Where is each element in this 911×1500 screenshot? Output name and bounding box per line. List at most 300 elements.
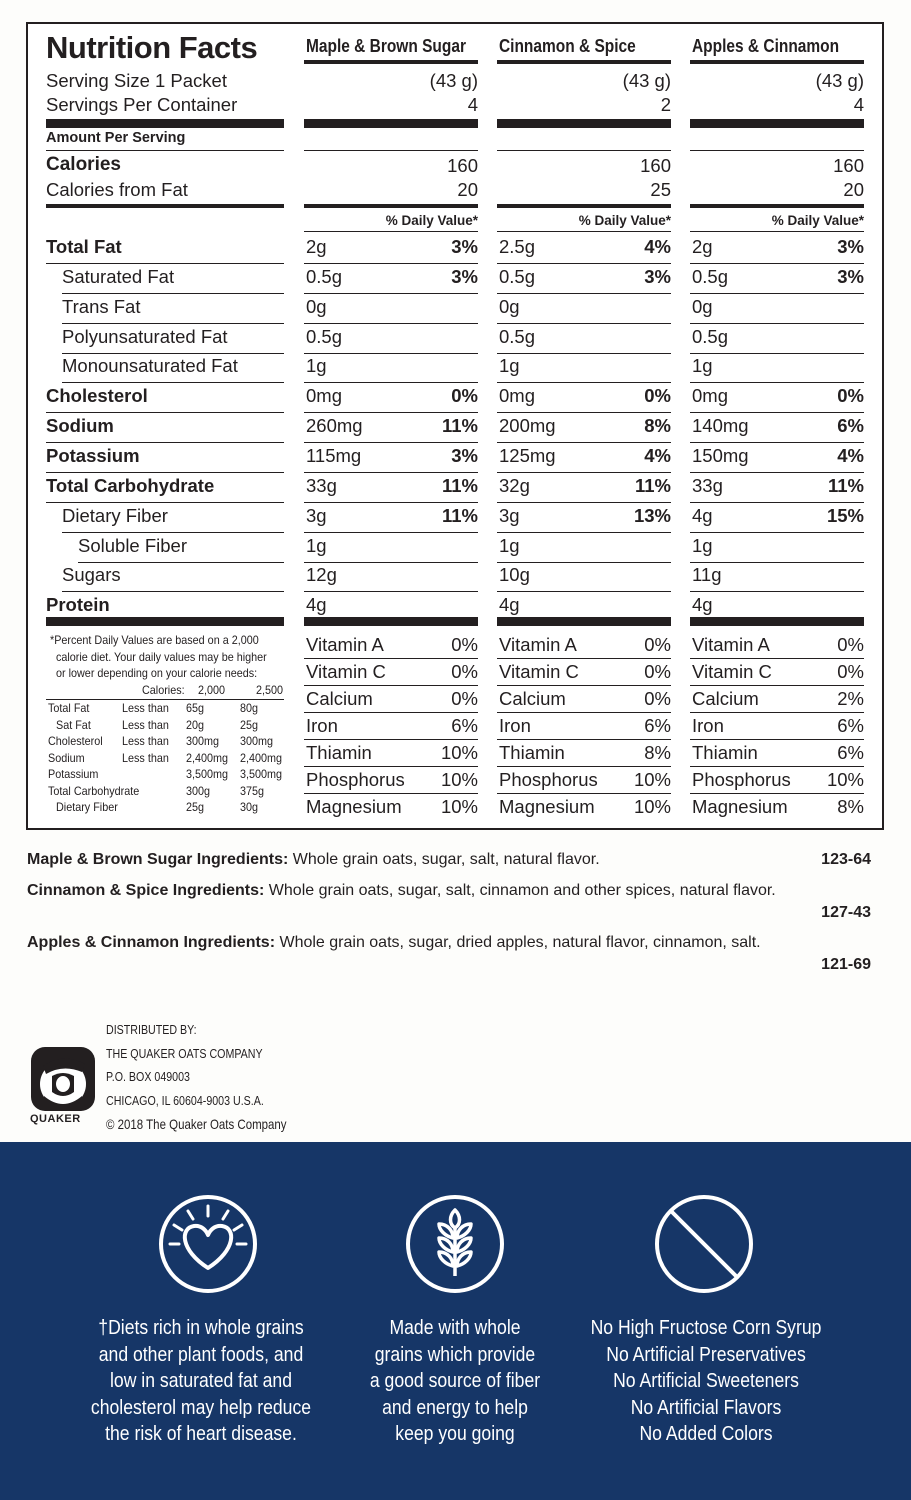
- rule: [497, 685, 671, 686]
- serving-size-value: (43 g): [429, 70, 478, 91]
- vitamin-value: 6%: [837, 715, 864, 736]
- calories-value: 160: [447, 155, 478, 176]
- rule: [62, 591, 284, 592]
- rule: [690, 442, 864, 443]
- vitamin-name: Magnesium: [692, 796, 788, 817]
- rule: [304, 712, 478, 713]
- vitamin-name: Vitamin C: [306, 661, 386, 682]
- nutrient-amount: 10g: [499, 564, 530, 586]
- footnote-line: or lower depending on your calorie needs:: [56, 666, 258, 680]
- rule: [304, 382, 478, 383]
- rule: [497, 793, 671, 794]
- vitamin-name: Iron: [692, 715, 724, 736]
- rule: [497, 472, 671, 473]
- nutrient-daily-value: 3%: [837, 265, 864, 287]
- servings-per-container-label: Servings Per Container: [46, 94, 238, 115]
- rule: [690, 382, 864, 383]
- vitamin-name: Calcium: [306, 688, 373, 709]
- vitamin-value: 6%: [644, 715, 671, 736]
- nutrient-row-label: Sodium: [46, 415, 114, 437]
- vitamin-value: 0%: [451, 634, 478, 655]
- dv-table-cell: Less than: [122, 734, 169, 748]
- rule: [304, 263, 478, 264]
- rule: [690, 658, 864, 659]
- rule: [690, 263, 864, 264]
- ingredients-label: Maple & Brown Sugar Ingredients:: [27, 851, 289, 868]
- rule: [690, 562, 864, 563]
- nutrient-row-label: Trans Fat: [62, 295, 141, 317]
- vitamin-name: Vitamin A: [306, 634, 384, 655]
- dv-table-cell: 300mg: [240, 734, 274, 748]
- dv-table-cell: 2,400mg: [240, 750, 283, 765]
- rule: [690, 685, 864, 686]
- nutrient-amount: 0mg: [306, 385, 342, 407]
- product-name: Cinnamon & Spice: [499, 36, 636, 56]
- ingredients-text: Whole grain oats, sugar, dried apples, natural flavor, cinnamon, salt.: [275, 934, 761, 951]
- dv-table-cell: Less than: [122, 701, 169, 715]
- footnote-line: *Percent Daily Values are based on a 2,000: [50, 633, 259, 647]
- dv-table-cell: Less than: [122, 717, 169, 732]
- rule: [46, 442, 284, 443]
- daily-value-header: % Daily Value*: [578, 213, 671, 228]
- nutrient-daily-value: 3%: [451, 444, 478, 466]
- rule: [497, 502, 671, 503]
- heart-icon: [158, 1194, 258, 1294]
- claim-line: No Added Colors: [639, 1423, 773, 1445]
- vitamin-name: Thiamin: [306, 742, 372, 763]
- nutrient-daily-value: 11%: [441, 504, 478, 526]
- daily-value-header: % Daily Value*: [385, 213, 478, 228]
- dv-table-cell: 3,500mg: [186, 767, 229, 781]
- claim-line: No High Fructose Corn Syrup: [590, 1317, 822, 1339]
- nutrient-daily-value: 4%: [644, 236, 671, 257]
- dv-table-cell: Potassium: [48, 767, 99, 781]
- vitamin-value: 6%: [451, 715, 478, 736]
- product-top-bar: [690, 119, 864, 128]
- claim-line: cholesterol may help reduce: [90, 1396, 312, 1419]
- claim-line: †Diets rich in whole grains: [98, 1317, 304, 1339]
- distributor-line: THE QUAKER OATS COMPANY: [106, 1045, 263, 1061]
- ingredients-line: [27, 851, 600, 869]
- rule: [690, 353, 864, 354]
- rule: [497, 412, 671, 413]
- dv-table-cell: 65g: [186, 701, 205, 715]
- rule: [690, 412, 864, 413]
- nutrient-daily-value: 3%: [644, 265, 671, 287]
- rule: [497, 532, 671, 533]
- claim-line: and energy to help: [382, 1396, 528, 1419]
- vitamin-value: 8%: [644, 742, 671, 763]
- claim-line: grains which provide: [374, 1343, 536, 1366]
- product-header-bar: [497, 60, 671, 64]
- nutrient-daily-value: 11%: [441, 474, 478, 496]
- nutrient-daily-value: 13%: [633, 504, 671, 526]
- vitamin-value: 10%: [440, 796, 478, 817]
- serving-size-value: (43 g): [815, 70, 864, 91]
- dv-table-cell: Cholesterol: [48, 734, 103, 748]
- nutrient-row-label: Monounsaturated Fat: [62, 355, 238, 377]
- vitamin-name: Magnesium: [306, 796, 402, 817]
- vitamin-name: Calcium: [499, 688, 566, 709]
- claim-line: Made with whole: [389, 1317, 521, 1339]
- nutrient-amount: 2.5g: [499, 236, 536, 257]
- rule: [46, 502, 284, 503]
- product-code: 121-69: [821, 956, 871, 973]
- rule: [304, 739, 478, 740]
- rule: [304, 150, 478, 151]
- nutrient-amount: 0.5g: [499, 265, 536, 287]
- calories-from-fat-value: 20: [843, 179, 864, 200]
- nutrient-amount: 200mg: [499, 415, 556, 437]
- claim-line: a good source of fiber: [369, 1370, 541, 1392]
- wheat-icon: [405, 1194, 505, 1294]
- rule: [497, 766, 671, 767]
- servings-per-container-value: 2: [660, 94, 671, 115]
- rule: [304, 231, 478, 232]
- product-code: 123-64: [821, 851, 871, 868]
- rule: [62, 293, 284, 294]
- rule: [46, 263, 284, 264]
- vitamin-name: Thiamin: [499, 742, 565, 763]
- nutrient-amount: 0.5g: [692, 265, 729, 287]
- nutrient-amount: 4g: [692, 504, 713, 526]
- product-top-bar: [497, 119, 671, 128]
- vitamin-name: Phosphorus: [306, 769, 405, 790]
- rule: [304, 442, 478, 443]
- rule: [497, 150, 671, 151]
- nutrient-daily-value: 3%: [451, 236, 478, 257]
- dv-table-cell: 300g: [186, 783, 211, 798]
- nutrient-amount: 1g: [499, 534, 520, 556]
- dv-table-header: Calories:: [142, 683, 185, 697]
- dv-table-header: 2,500: [256, 683, 284, 697]
- nutrient-amount: 0.5g: [692, 325, 729, 347]
- rule: [690, 150, 864, 151]
- rule: [304, 532, 478, 533]
- rule: [497, 712, 671, 713]
- vitamin-name: Vitamin C: [499, 661, 579, 682]
- product-header-bar: [304, 60, 478, 64]
- nutrient-daily-value: 11%: [634, 474, 671, 496]
- panel-title: Nutrition Facts: [46, 30, 258, 65]
- nutrient-amount: 3g: [306, 504, 327, 526]
- nutrient-amount: 33g: [692, 474, 723, 496]
- rule: [62, 323, 284, 324]
- claim-line: and other plant foods, and: [98, 1343, 304, 1366]
- distributor-line: DISTRIBUTED BY:: [106, 1022, 197, 1037]
- nutrient-row-label: Total Fat: [46, 236, 122, 257]
- product-mid-bar: [497, 204, 671, 208]
- product-mid-bar: [690, 204, 864, 208]
- serving-size-value: (43 g): [622, 70, 671, 91]
- dv-table-cell: 375g: [240, 783, 265, 798]
- rule: [497, 562, 671, 563]
- ingredients-text: Whole grain oats, sugar, salt, cinnamon and other spices, natural flavor.: [264, 882, 776, 899]
- serving-size-label: Serving Size 1 Packet: [46, 70, 227, 91]
- nutrient-daily-value: 15%: [826, 504, 864, 526]
- rule: [690, 591, 864, 592]
- rule: [46, 150, 284, 151]
- rule: [304, 685, 478, 686]
- nutrient-amount: 140mg: [692, 415, 749, 437]
- label-column-bottom-bar: [46, 617, 284, 626]
- nutrient-amount: 33g: [306, 474, 337, 496]
- nutrient-row-label: Total Carbohydrate: [46, 474, 215, 496]
- nutrient-daily-value: 6%: [837, 415, 864, 437]
- vitamin-value: 0%: [644, 634, 671, 655]
- nutrient-row-label: Saturated Fat: [62, 265, 175, 287]
- dv-table-cell: Sodium: [48, 750, 85, 765]
- dv-table-cell: 30g: [240, 800, 259, 814]
- vitamin-name: Iron: [499, 715, 531, 736]
- dv-table-cell: 25g: [240, 717, 259, 732]
- product-mid-bar: [304, 204, 478, 208]
- dv-table-cell: Less than: [122, 750, 169, 765]
- claim-line: low in saturated fat and: [110, 1370, 292, 1392]
- nutrient-amount: 2g: [306, 236, 327, 257]
- product-name: Apples & Cinnamon: [692, 36, 840, 56]
- rule: [690, 793, 864, 794]
- rule: [304, 323, 478, 324]
- dv-table-cell: Dietary Fiber: [56, 800, 118, 814]
- nutrient-daily-value: 4%: [837, 444, 864, 466]
- rule: [304, 502, 478, 503]
- vitamin-name: Iron: [306, 715, 338, 736]
- rule: [690, 293, 864, 294]
- nutrient-amount: 150mg: [692, 444, 749, 466]
- calories-from-fat-value: 20: [457, 179, 478, 200]
- calories-from-fat-label: Calories from Fat: [46, 179, 188, 200]
- amount-per-serving: Amount Per Serving: [46, 130, 186, 146]
- nutrient-amount: 0mg: [499, 385, 535, 407]
- rule: [62, 353, 284, 354]
- nutrient-daily-value: 11%: [827, 474, 864, 496]
- rule: [46, 699, 284, 700]
- nutrient-amount: 1g: [499, 355, 520, 377]
- claim-line: the risk of heart disease.: [105, 1423, 297, 1445]
- vitamin-value: 2%: [837, 688, 864, 709]
- nutrient-row-label: Sugars: [62, 564, 121, 586]
- vitamin-value: 10%: [440, 742, 478, 763]
- rule: [62, 532, 284, 533]
- nutrient-amount: 11g: [692, 564, 722, 586]
- product-code: 127-43: [821, 904, 871, 921]
- vitamin-value: 10%: [440, 769, 478, 790]
- dv-table-cell: Total Carbohydrate: [48, 783, 140, 798]
- nutrient-amount: 0g: [499, 295, 520, 317]
- dv-table-cell: Total Fat: [48, 701, 90, 715]
- dv-table-cell: 20g: [186, 717, 205, 732]
- dv-table-cell: Sat Fat: [56, 717, 91, 732]
- nutrient-amount: 1g: [692, 534, 713, 556]
- nutrient-amount: 2g: [692, 236, 713, 257]
- claim-line: No Artificial Sweeteners: [613, 1370, 799, 1392]
- calories-value: 160: [640, 155, 671, 176]
- claim-line: keep you going: [395, 1423, 515, 1445]
- rule: [78, 562, 284, 563]
- nutrient-amount: 4g: [306, 594, 327, 616]
- vitamin-name: Magnesium: [499, 796, 595, 817]
- rule: [304, 472, 478, 473]
- distributor-line: CHICAGO, IL 60604-9003 U.S.A.: [106, 1092, 264, 1108]
- product-bottom-bar: [304, 617, 478, 626]
- label-column-mid-bar: [46, 204, 284, 208]
- vitamin-name: Vitamin A: [499, 634, 577, 655]
- product-name: Maple & Brown Sugar: [306, 36, 466, 56]
- rule: [690, 231, 864, 232]
- vitamin-name: Thiamin: [692, 742, 758, 763]
- nutrient-amount: 0.5g: [499, 325, 536, 347]
- claim-text: [69, 1315, 333, 1448]
- nutrient-amount: 0g: [692, 295, 713, 317]
- calories-label: Calories: [46, 154, 121, 175]
- product-top-bar: [304, 119, 478, 128]
- vitamin-value: 0%: [451, 688, 478, 709]
- rule: [497, 263, 671, 264]
- nutrient-daily-value: 0%: [837, 385, 864, 407]
- ingredients-label: Apples & Cinnamon Ingredients:: [27, 934, 276, 951]
- nutrient-amount: 1g: [306, 355, 327, 377]
- quaker-logo-text: QUAKER: [30, 1113, 81, 1125]
- nutrient-row-label: Potassium: [46, 444, 140, 466]
- nutrient-amount: 32g: [499, 474, 530, 496]
- nutrient-daily-value: 0%: [644, 385, 671, 407]
- nutrient-amount: 0g: [306, 295, 327, 317]
- nutrient-amount: 4g: [499, 594, 520, 616]
- ingredients-text: Whole grain oats, sugar, salt, natural flavor.: [288, 851, 600, 868]
- nutrient-row-label: Protein: [46, 594, 110, 616]
- rule: [497, 382, 671, 383]
- rule: [497, 739, 671, 740]
- rule: [690, 502, 864, 503]
- vitamin-value: 10%: [633, 796, 671, 817]
- vitamin-value: 10%: [633, 769, 671, 790]
- calories-value: 160: [833, 155, 864, 176]
- nutrient-row-label: Polyunsaturated Fat: [62, 325, 228, 347]
- rule: [497, 442, 671, 443]
- nutrient-row-label: Cholesterol: [46, 385, 148, 407]
- vitamin-value: 0%: [451, 661, 478, 682]
- footnote-line: calorie diet. Your daily values may be higher: [56, 649, 267, 664]
- rule: [304, 591, 478, 592]
- rule: [690, 739, 864, 740]
- rule: [304, 412, 478, 413]
- nutrient-daily-value: 8%: [644, 415, 671, 437]
- product-bottom-bar: [497, 617, 671, 626]
- nutrition-facts-panel: [26, 22, 884, 830]
- vitamin-name: Calcium: [692, 688, 759, 709]
- ingredients-line: [27, 934, 761, 952]
- rule: [497, 323, 671, 324]
- calories-from-fat-value: 25: [650, 179, 671, 200]
- claim-text: [323, 1315, 587, 1448]
- rule: [497, 231, 671, 232]
- rule: [304, 793, 478, 794]
- nutrient-row-label: Soluble Fiber: [78, 534, 188, 556]
- vitamin-value: 8%: [837, 796, 864, 817]
- nutrient-daily-value: 4%: [644, 444, 671, 466]
- rule: [690, 532, 864, 533]
- nutrient-amount: 0.5g: [306, 265, 343, 287]
- product-header-bar: [690, 60, 864, 64]
- nutrient-amount: 4g: [692, 594, 713, 616]
- nutrient-daily-value: 3%: [837, 236, 864, 257]
- dv-table-cell: 80g: [240, 701, 259, 715]
- rule: [690, 323, 864, 324]
- rule: [304, 658, 478, 659]
- claim-text: [574, 1315, 838, 1448]
- nutrient-daily-value: 0%: [451, 385, 478, 407]
- nutrient-amount: 0mg: [692, 385, 728, 407]
- nutrient-amount: 115mg: [306, 444, 362, 466]
- prohibited-icon: [654, 1194, 754, 1294]
- vitamin-name: Phosphorus: [499, 769, 598, 790]
- nutrient-daily-value: 11%: [441, 415, 478, 437]
- rule: [62, 382, 284, 383]
- nutrient-amount: 125mg: [499, 444, 556, 466]
- vitamin-value: 6%: [837, 742, 864, 763]
- rule: [304, 353, 478, 354]
- vitamin-value: 0%: [644, 661, 671, 682]
- nutrient-amount: 1g: [306, 534, 327, 556]
- quaker-logo-icon: [30, 1046, 96, 1112]
- rule: [497, 658, 671, 659]
- vitamin-value: 0%: [644, 688, 671, 709]
- nutrient-daily-value: 3%: [451, 265, 478, 287]
- nutrient-amount: 12g: [306, 564, 337, 586]
- nutrient-amount: 0.5g: [306, 325, 343, 347]
- claim-line: No Artificial Flavors: [630, 1396, 782, 1419]
- nutrient-amount: 1g: [692, 355, 713, 377]
- label-column-top-bar: [46, 119, 284, 128]
- rule: [304, 562, 478, 563]
- rule: [46, 472, 284, 473]
- distributor-line: P.O. BOX 049003: [106, 1069, 190, 1084]
- servings-per-container-value: 4: [467, 94, 478, 115]
- dv-table-cell: 300mg: [186, 734, 220, 748]
- nutrient-amount: 3g: [499, 504, 520, 526]
- rule: [304, 766, 478, 767]
- vitamin-value: 0%: [837, 661, 864, 682]
- nutrient-amount: 260mg: [306, 415, 363, 437]
- vitamin-value: 0%: [837, 634, 864, 655]
- rule: [690, 712, 864, 713]
- claim-line: No Artificial Preservatives: [606, 1343, 806, 1366]
- rule: [690, 472, 864, 473]
- vitamin-name: Phosphorus: [692, 769, 791, 790]
- nutrient-row-label: Dietary Fiber: [62, 504, 168, 526]
- vitamin-name: Vitamin C: [692, 661, 772, 682]
- dv-table-header: 2,000: [198, 683, 226, 697]
- rule: [304, 293, 478, 294]
- rule: [497, 591, 671, 592]
- dv-table-cell: 25g: [186, 800, 205, 814]
- vitamin-value: 10%: [826, 769, 864, 790]
- ingredients-label: Cinnamon & Spice Ingredients:: [27, 882, 265, 899]
- vitamin-name: Vitamin A: [692, 634, 770, 655]
- claims-band: [0, 1142, 911, 1500]
- rule: [497, 353, 671, 354]
- daily-value-header: % Daily Value*: [771, 213, 864, 228]
- dv-table-cell: 3,500mg: [240, 767, 283, 781]
- rule: [46, 412, 284, 413]
- servings-per-container-value: 4: [853, 94, 864, 115]
- distributor-line: © 2018 The Quaker Oats Company: [106, 1116, 287, 1132]
- rule: [497, 293, 671, 294]
- ingredients-line: [27, 882, 776, 900]
- product-bottom-bar: [690, 617, 864, 626]
- dv-table-cell: 2,400mg: [186, 750, 229, 765]
